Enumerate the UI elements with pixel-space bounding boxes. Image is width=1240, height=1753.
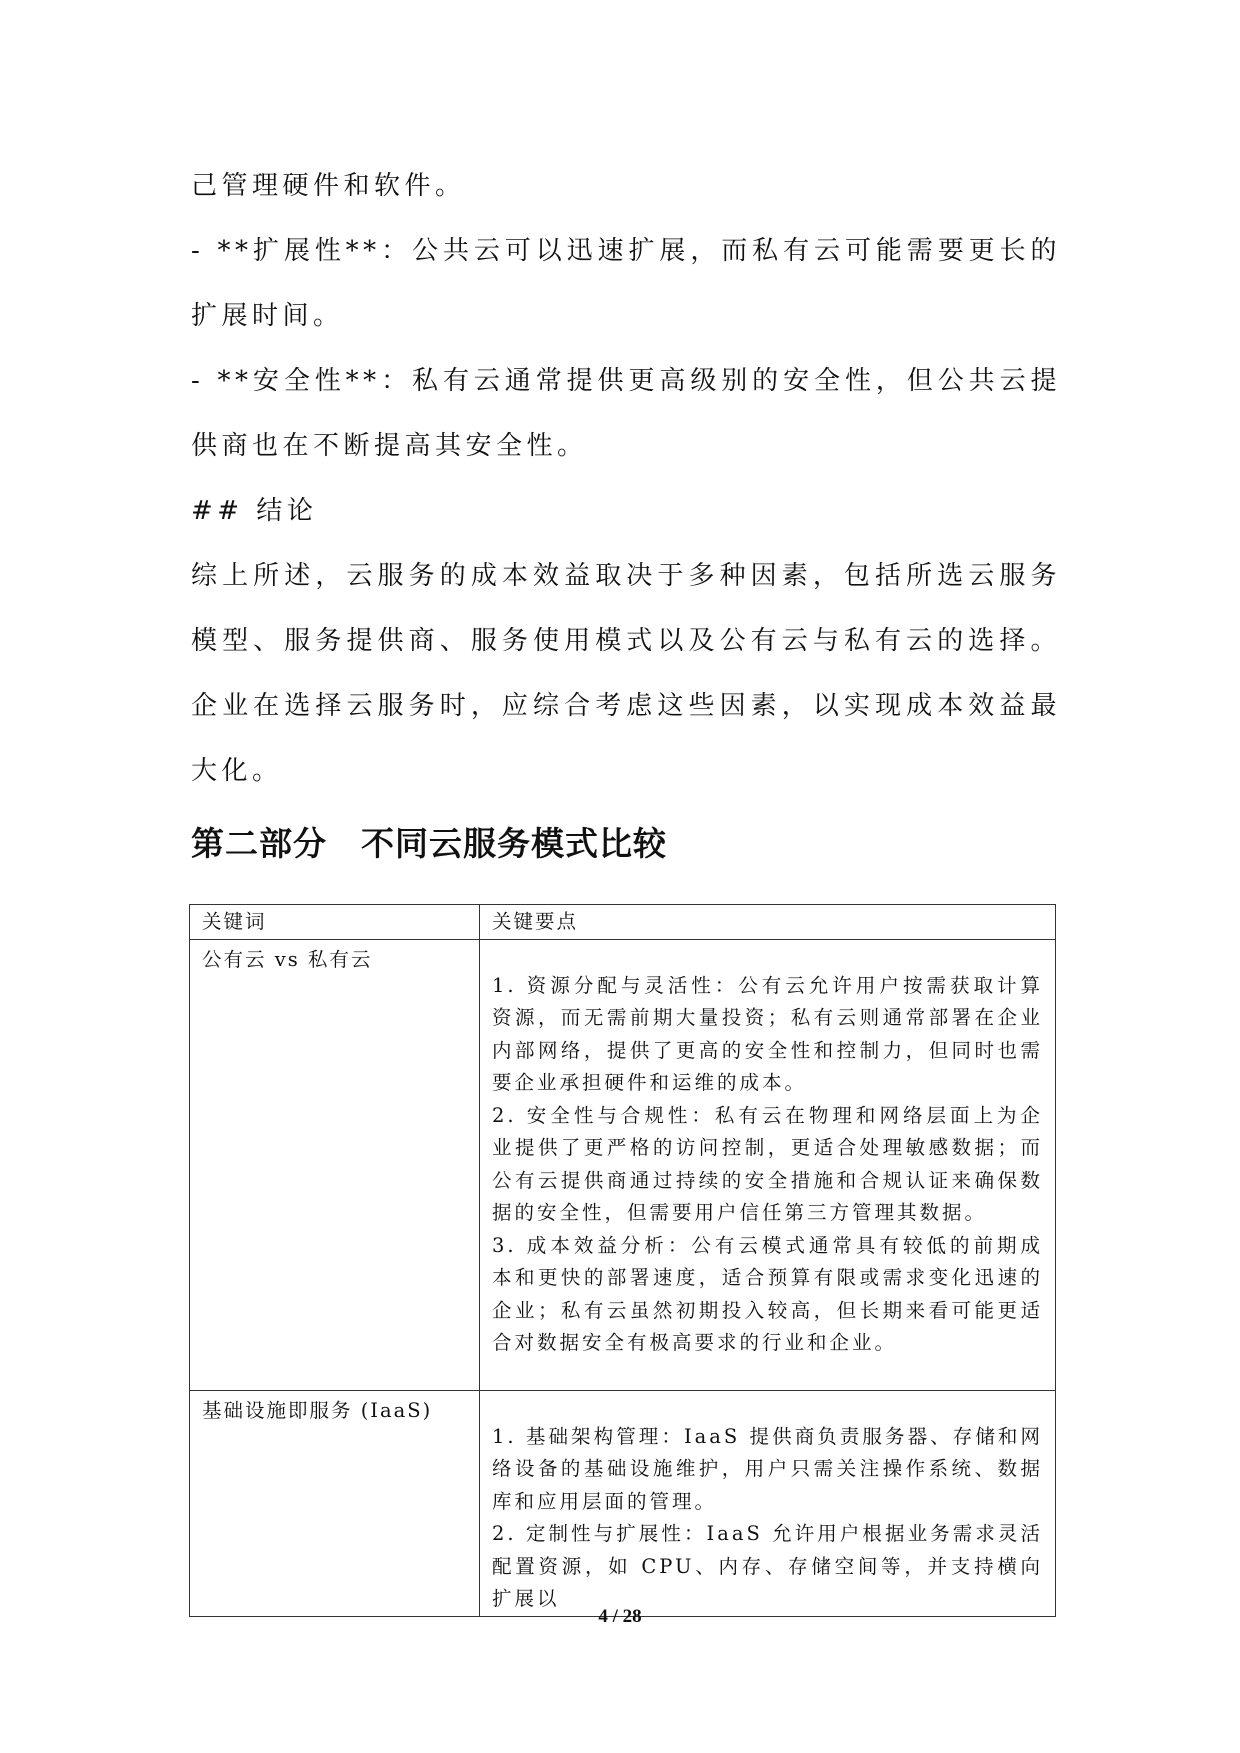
- heading-conclusion: ## 结论: [191, 496, 318, 526]
- point-item: 1. 资源分配与灵活性：公有云允许用户按需获取计算资源，而无需前期大量投资；私有云则通常部署在企业内部网络，提供了更高的安全性和控制力，但同时也需要企业承担硬件和运维的成本。: [492, 973, 1043, 1094]
- point-item: 1. 基础架构管理：IaaS 提供商负责服务器、存储和网络设备的基础设施维护，用户只需关注操作系统、数据库和应用层面的管理。: [492, 1424, 1043, 1513]
- paragraph: 综上所述，云服务的成本效益取决于多种因素，包括所选云服务模型、服务提供商、服务使用模式以及公有云与私有云的选择。企业在选择云服务时，应综合考虑这些因素，以实现成本效益最大化。: [191, 561, 1061, 786]
- body-text: [191, 154, 1061, 804]
- row-points: [480, 1390, 1056, 1616]
- table-row: [190, 939, 1056, 1390]
- paragraph: - **扩展性**：公共云可以迅速扩展，而私有云可能需要更长的扩展时间。: [191, 236, 1061, 331]
- table-header-keyword: 关键词: [190, 905, 480, 940]
- point-item: 2. 定制性与扩展性：IaaS 允许用户根据业务需求灵活配置资源，如 CPU、内存、存储空间等，并支持横向扩展以: [492, 1522, 1043, 1610]
- table-header-points: 关键要点: [480, 905, 1056, 940]
- table-row: [190, 1390, 1056, 1616]
- point-item: 2. 安全性与合规性：私有云在物理和网络层面上为企业提供了更严格的访问控制，更适合处理敏感数据；而公有云提供商通过持续的安全措施和合规认证来确保数据的安全性，但需要用户信任第三方管理其数据。: [492, 1103, 1043, 1224]
- section-title: 第二部分 不同云服务模式比较: [191, 824, 667, 863]
- row-points: [480, 939, 1056, 1390]
- keyword-table: [189, 904, 1056, 1617]
- paragraph: 己管理硬件和软件。: [191, 171, 466, 201]
- point-item: 3. 成本效益分析：公有云模式通常具有较低的前期成本和更快的部署速度，适合预算有限或需求变化迅速的企业；私有云虽然初期投入较高，但长期来看可能更适合对数据安全有极高要求的行业和企业。: [492, 1233, 1043, 1354]
- paragraph: - **安全性**：私有云通常提供更高级别的安全性，但公共云提供商也在不断提高其安全性。: [191, 366, 1061, 461]
- table-header-row: [190, 905, 1056, 940]
- row-keyword: 公有云 vs 私有云: [190, 939, 480, 1390]
- page-number: 4 / 28: [598, 1606, 642, 1627]
- row-keyword: 基础设施即服务 (IaaS): [190, 1390, 480, 1616]
